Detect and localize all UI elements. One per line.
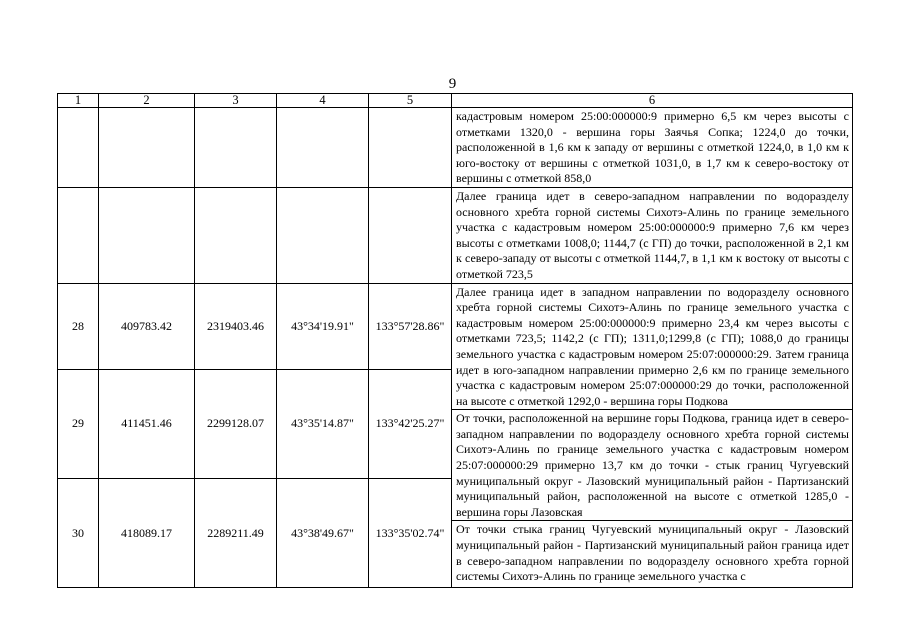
empty-cell [195, 108, 277, 188]
empty-cell [99, 108, 195, 188]
boundary-points-table [57, 93, 853, 588]
longitude: 133°35'02.74" [369, 479, 452, 588]
empty-cell [99, 187, 195, 283]
column-header: 5 [369, 94, 452, 108]
point-number: 28 [58, 283, 99, 369]
latitude: 43°35'14.87" [277, 369, 369, 479]
description-cell: От точки, расположенной на вершине горы Подкова, граница идет в северо-западном направлении по водоразделу основного хребта горной системы Сихотэ-Алинь по границе земельного участка с кадастровым номером 25:07:000000:29 примерно 13,7 км до точки - стык границ Чугуевский муниципальный округ - Лазовский муниципальный район - Партизанский муниципальный район, расположенной на высоте с отметкой 1285,0 - вершина горы Лазовская [452, 410, 853, 521]
column-header: 2 [99, 94, 195, 108]
empty-cell [369, 187, 452, 283]
table-row [58, 283, 853, 369]
empty-cell [195, 187, 277, 283]
coordinate-x: 409783.42 [99, 283, 195, 369]
coordinate-y: 2289211.49 [195, 479, 277, 588]
coordinate-y: 2319403.46 [195, 283, 277, 369]
column-header: 4 [277, 94, 369, 108]
description-cell: Далее граница идет в северо-западном направлении по водоразделу основного хребта горной системы Сихотэ-Алинь по границе земельного участка с кадастровым номером 25:00:000000:9 примерно 7,6 км через высоты с отметками 1008,0; 1144,7 (с ГП) до точки, расположенной в 2,1 км к северо-западу от высоты с отметкой 1144,7, в 1,1 км к востоку от высоты с отметкой 723,5 [452, 187, 853, 283]
empty-cell [58, 108, 99, 188]
description-cell: Далее граница идет в западном направлении по водоразделу основного хребта горной системы Сихотэ-Алинь по границе земельного участка с кадастровым номером 25:00:000000:9 примерно 23,4 км через высоты с отметками 723,5; 1142,2 (с ГП); 1311,0;1299,8 (с ГП); 1088,0 до границы земельного участка с кадастровым номером 25:07:000000:29. Затем граница идет в юго-западном направлении примерно 2,6 км по границе земельного участка с кадастровым номером 25:07:000000:29 до точки, расположенной на высоте с отметкой 1292,0 - вершина горы Подкова [452, 283, 853, 410]
longitude: 133°42'25.27" [369, 369, 452, 479]
empty-cell [369, 108, 452, 188]
latitude: 43°34'19.91" [277, 283, 369, 369]
coordinate-y: 2299128.07 [195, 369, 277, 479]
latitude: 43°38'49.67" [277, 479, 369, 588]
coordinate-x: 411451.46 [99, 369, 195, 479]
coordinate-x: 418089.17 [99, 479, 195, 588]
description-cell: кадастровым номером 25:00:000000:9 примерно 6,5 км через высоты с отметками 1320,0 - вершина горы Заячья Сопка; 1224,0 до точки, расположенной в 1,6 км к западу от вершины с отметкой 1224,0, в 1,0 км к юго-востоку от вершины с отметкой 1031,0, в 1,7 км к северо-востоку от вершины с отметкой 858,0 [452, 108, 853, 188]
point-number: 30 [58, 479, 99, 588]
table-row [58, 108, 853, 188]
column-header: 6 [452, 94, 853, 108]
empty-cell [277, 108, 369, 188]
page-number: 9 [448, 76, 457, 92]
table-row [58, 187, 853, 238]
longitude: 133°57'28.86" [369, 283, 452, 369]
empty-cell [58, 187, 99, 283]
column-header: 1 [58, 94, 99, 108]
point-number: 29 [58, 369, 99, 479]
column-header: 3 [195, 94, 277, 108]
description-cell: От точки стыка границ Чугуевский муниципальный округ - Лазовский муниципальный район - Партизанский муниципальный район граница идет в северо-западном направлении по водоразделу основного хребта горной системы Сихотэ-Алинь по границе земельного участка с [452, 521, 853, 588]
table-header-row [58, 94, 853, 108]
empty-cell [277, 187, 369, 283]
